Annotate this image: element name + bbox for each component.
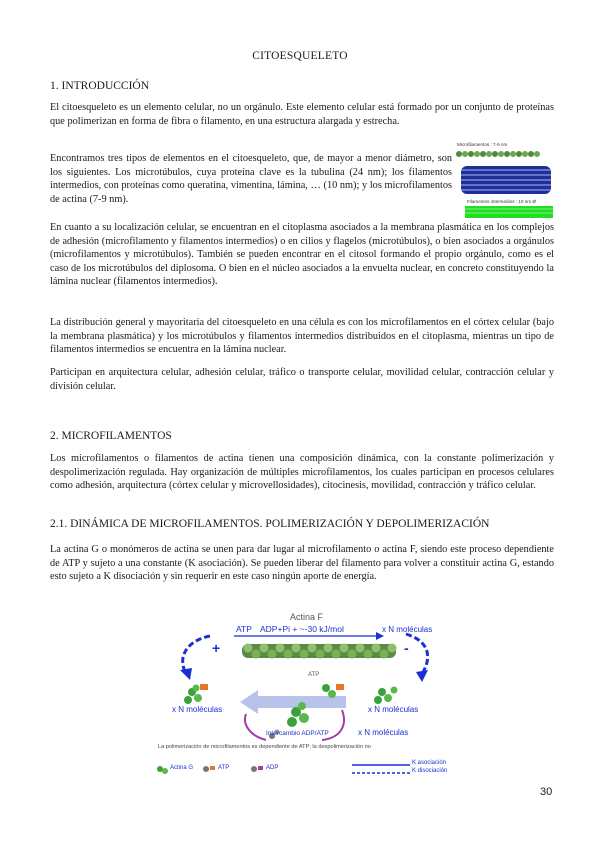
paragraph-intro-2: Encontramos tres tipos de elementos en el citoesqueleto, que, de mayor a menor diámetro, son los siguientes. Los microtúbulos, cuya proteína clave es la tubulina (24 nm); los filamentos intermedios, con proteínas como queratina, vimentina, lámina, … (10 nm); y los microfilamentos de actina (7-9 nm). [50,153,452,205]
intermediate-filament [465,206,553,218]
actin-filament-chain [242,644,397,659]
actin-g-cluster-right [374,687,398,705]
exchange-label: Intercambio ADP/ATP [266,730,329,737]
legend-k-asociacion: K asociación [412,760,447,766]
paragraph-microfilamentos-1: Los microfilamentos o filamentos de actina tienen una composición dinámica, con la constante polimerización y despolimerización regulada. Hay organización de múltiples microfilamentos, los cuales participan en procesos celulares como adhesión, arquitectura (córtex celular y microvellosidades), citocinesis, movilidad, contracción y tráfico celular. [50,453,554,492]
paragraph-intro-4: La distribución general y mayoritaria del citoesqueleto en una célula es con los microfilamentos en el córtex celular (bajo la membrana plasmática) y los microtúbulos y filamentos intermedios distribuidos en el citoplasma, mientras un tipo de filamentos intermedios se encuentra en la lámina nuclear. [50,317,554,356]
paragraph-intro-3: En cuanto a su localización celular, se encuentran en el citoplasma asociados a la membrana plasmática en los complejos de adhesión (microfilamento y filamentos intermedios) o en cilios y flagelos (microtúbulos), o bien asociados a orgánulos (microfilamentos y microtúbulos). También se pueden encontrar en el citosol formando el propio orgánulo, como es el caso de los microtúbulos del diplosoma. O bien en el núcleo asociados a la envuelta nuclear, en concreto constituyendo la lámina nuclear (filamentos intermedios). [50,222,554,288]
microtubule-cylinder [461,166,551,194]
page-title: CITOESQUELETO [252,50,348,62]
equation-adp-energy: ADP+Pi + ~-30 kJ/mol [260,624,344,634]
equation-atp: ATP [236,624,252,634]
plus-end-label: + [212,640,221,656]
diagram-graphics [150,610,454,778]
section-heading-microfilamentos: 2. MICROFILAMENTOS [50,430,172,442]
paragraph-intro-5: Participan en arquitectura celular, adhesión celular, tráfico o transporte celular, movilidad celular, contracción celular y división celular. [50,367,554,392]
label-microtubule: Microtúbulos : 24 nm Ø [513,156,561,161]
filament-types-figure [455,142,561,222]
equation-n-molecules: x N moléculas [382,625,433,634]
legend-k-disociacion: K disociación [412,768,448,774]
actina-f-label: Actina F [290,612,324,622]
left-molecules-label: x N moléculas [172,705,223,714]
actin-g-cluster-left [184,684,208,704]
minus-end-label: - [404,640,409,656]
paragraph-intro-1: El citoesqueleto es un elemento celular, no un orgánulo. Este elemento celular está formado por un conjunto de proteínas que polimerizan en forma de fibra o filamento, en una estructura alargada y estrecha. [50,102,554,127]
label-microfilament: Microfilamentos : 7-9 nm [457,142,508,147]
label-intermediate-filament: Filamentos intermedios : 10 nm Ø [467,199,536,204]
bottom-molecules-label: x N moléculas [358,728,409,737]
legend-adp: ADP [266,765,279,771]
page-number: 30 [540,786,553,798]
paragraph-dinamica-1: La actina G o monómeros de actina se unen para dar lugar al microfilamento o actina F, siendo este proceso dependiente de ATP y sujeto a una constante (K asociación). Se pueden liberar del filamento para volver a constituir actina G, estando esto sujeto a K disociación y sin requerir en este caso ningún aporte de energía. [50,544,554,583]
legend-atp: ATP [218,765,230,771]
section-heading-dinamica: 2.1. DINÁMICA DE MICROFILAMENTOS. POLIMERIZACIÓN Y DEPOLIMERIZACIÓN [50,518,490,530]
tag-atp-top: ATP [308,672,320,678]
legend-actin-g: Actina G [170,765,194,771]
diagram-caption: La polimerización de microfilamentos es dependiente de ATP; la despolimerización no [158,744,371,750]
actin-polymerization-diagram [150,610,454,778]
section-heading-introduccion: 1. INTRODUCCIÓN [50,80,150,92]
right-molecules-label: x N moléculas [368,705,419,714]
